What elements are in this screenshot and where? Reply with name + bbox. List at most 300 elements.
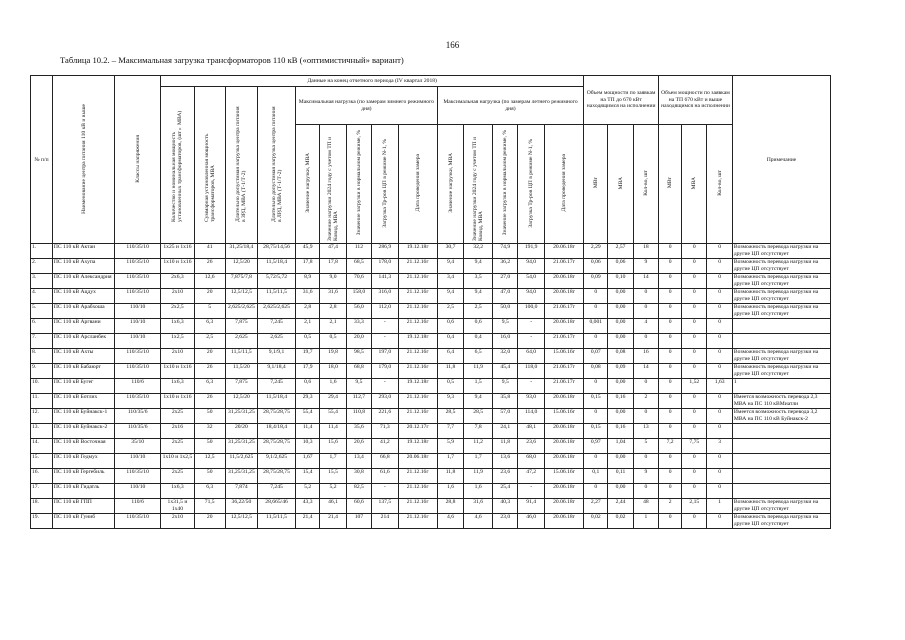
table-cell: 0 bbox=[659, 259, 682, 274]
table-row bbox=[31, 379, 831, 394]
table-row bbox=[31, 334, 831, 349]
table-cell: 0 bbox=[682, 364, 707, 379]
table-cell: 21.12.16г bbox=[398, 484, 437, 499]
table-cell: 1 bbox=[707, 499, 732, 514]
table-cell: 0,4 bbox=[464, 334, 493, 349]
table-cell: 0,001 bbox=[584, 319, 608, 334]
table-cell: 2,15 bbox=[682, 499, 707, 514]
table-cell: 2х25 bbox=[161, 439, 194, 454]
table-cell: 20/20 bbox=[225, 424, 257, 439]
table-cell: 35,6 bbox=[346, 424, 371, 439]
table-cell: 19.12.18г bbox=[398, 439, 437, 454]
table-cell bbox=[732, 319, 830, 334]
table-cell: 21.06.17г bbox=[544, 364, 583, 379]
table-cell: 25,4 bbox=[493, 484, 518, 499]
table-cell: 0 bbox=[707, 394, 732, 409]
table-cell: 21.12.16г bbox=[398, 319, 437, 334]
table-cell: 40,3 bbox=[493, 499, 518, 514]
table-row bbox=[31, 274, 831, 289]
table-cell: 31,25/31,25 bbox=[225, 439, 257, 454]
table-cell: 7,8 bbox=[464, 424, 493, 439]
table-cell: 21.12.16г bbox=[398, 514, 437, 529]
table-cell: 11,5/18,4 bbox=[258, 394, 296, 409]
table-cell: 20 bbox=[194, 289, 225, 304]
header-class: Классы напряжения bbox=[115, 76, 161, 244]
table-cell: 0 bbox=[584, 409, 608, 424]
table-cell: 12,5 bbox=[194, 454, 225, 469]
table-cell: 82,5 bbox=[346, 484, 371, 499]
header-col-9: Значение нагрузки, МВА bbox=[437, 125, 464, 244]
table-cell: 179,0 bbox=[372, 364, 399, 379]
table-cell: 2,8 bbox=[296, 304, 320, 319]
table-cell: 2 bbox=[659, 499, 682, 514]
table-cell: 12,5/20 bbox=[225, 259, 257, 274]
table-cell: 27,0 bbox=[493, 274, 518, 289]
table-cell: 50 bbox=[194, 409, 225, 424]
table-cell: 0 bbox=[707, 424, 732, 439]
table-cell: 1,67 bbox=[296, 454, 320, 469]
table-cell: 0 bbox=[682, 394, 707, 409]
table-cell: 0,00 bbox=[608, 484, 633, 499]
table-cell: 74,9 bbox=[493, 244, 518, 259]
table-cell: 1х2,5 bbox=[161, 334, 194, 349]
table-cell: 46,0 bbox=[518, 514, 545, 529]
header-col-8: Дата проведения замера bbox=[398, 125, 437, 244]
table-cell: 12,6 bbox=[194, 274, 225, 289]
table-cell: 0 bbox=[584, 454, 608, 469]
header-col-17: МВт bbox=[659, 125, 682, 244]
table-cell: 0 bbox=[633, 289, 658, 304]
table-cell: 6,5 bbox=[464, 349, 493, 364]
table-cell: 17. bbox=[31, 484, 53, 499]
table-cell: 5 bbox=[194, 304, 225, 319]
table-cell: 56,0 bbox=[346, 304, 371, 319]
table-cell: 30,8 bbox=[346, 469, 371, 484]
table-cell: 20 bbox=[194, 514, 225, 529]
table-cell: 214 bbox=[372, 514, 399, 529]
table-cell: 13,6 bbox=[493, 454, 518, 469]
table-cell: 0,00 bbox=[608, 454, 633, 469]
table-cell: 0 bbox=[707, 364, 732, 379]
table-row bbox=[31, 409, 831, 424]
table-cell: 4. bbox=[31, 289, 53, 304]
table-cell: 0 bbox=[707, 469, 732, 484]
table-cell: 20.06.18г bbox=[398, 454, 437, 469]
table-cell: 12,5/12,5 bbox=[225, 514, 257, 529]
table-cell: 0,07 bbox=[584, 349, 608, 364]
table-cell: 35/10 bbox=[115, 439, 161, 454]
table-cell: 0 bbox=[682, 304, 707, 319]
table-cell: 20 bbox=[194, 349, 225, 364]
header-name: Наименование центра питания 110 кВ и выше bbox=[52, 76, 114, 244]
table-cell: 31,6 bbox=[320, 289, 347, 304]
table-cell: Возможность перевода нагрузки на другие ЦП отсутствует bbox=[732, 274, 830, 289]
table-cell: 110/6 bbox=[115, 499, 161, 514]
table-cell: 0 bbox=[584, 304, 608, 319]
table-cell: 0,02 bbox=[608, 514, 633, 529]
table-cell: 2,5 bbox=[437, 304, 464, 319]
table-cell: 112,0 bbox=[372, 304, 399, 319]
table-cell: 26 bbox=[194, 364, 225, 379]
table-cell: 110/35/10 bbox=[115, 394, 161, 409]
table-cell: 286,9 bbox=[372, 244, 399, 259]
table-cell: 0,00 bbox=[608, 409, 633, 424]
table-cell: 18,4/18,4 bbox=[258, 424, 296, 439]
table-cell: 1,7 bbox=[320, 454, 347, 469]
table-body bbox=[31, 244, 831, 529]
table-cell: ПС 110 кВ Аргвани bbox=[52, 319, 114, 334]
table-cell: 7,245 bbox=[258, 484, 296, 499]
table-cell bbox=[732, 469, 830, 484]
table-cell: 32,2 bbox=[464, 244, 493, 259]
table-cell: 0 bbox=[707, 514, 732, 529]
table-cell: 0 bbox=[682, 454, 707, 469]
table-cell: 9 bbox=[633, 469, 658, 484]
table-cell: 13. bbox=[31, 424, 53, 439]
table-cell: 54,0 bbox=[518, 274, 545, 289]
table-cell: 8. bbox=[31, 349, 53, 364]
table-cell: 6,3 bbox=[194, 379, 225, 394]
table-cell: 20.06.18г bbox=[544, 454, 583, 469]
table-cell: 33,3 bbox=[346, 319, 371, 334]
table-cell: 3. bbox=[31, 274, 53, 289]
table-cell: 36,22/50 bbox=[225, 499, 257, 514]
table-cell: 4,6 bbox=[464, 514, 493, 529]
header-col-1: Суммарная установленная мощность трансформаторов, МВА bbox=[194, 87, 225, 244]
table-cell: 11,9 bbox=[464, 469, 493, 484]
table-cell: 21,4 bbox=[296, 514, 320, 529]
table-cell: 1х25 и 1х16 bbox=[161, 244, 194, 259]
table-cell: Возможность перевода нагрузки на другие ЦП отсутствует bbox=[732, 244, 830, 259]
table-cell: 0 bbox=[707, 319, 732, 334]
table-cell: 28,5 bbox=[464, 409, 493, 424]
table-cell: 197,0 bbox=[372, 349, 399, 364]
table-cell: 1,04 bbox=[608, 439, 633, 454]
table-cell: 6,4 bbox=[437, 349, 464, 364]
table-cell: - bbox=[518, 484, 545, 499]
table-cell: 43,3 bbox=[296, 499, 320, 514]
table-cell: 0 bbox=[659, 304, 682, 319]
table-cell: Возможность перевода нагрузки на другие ЦП отсутствует bbox=[732, 364, 830, 379]
table-cell: 21.12.16г bbox=[398, 289, 437, 304]
table-cell: 5,72/5,72 bbox=[258, 274, 296, 289]
table-cell: 6. bbox=[31, 319, 53, 334]
table-cell: 110/10 bbox=[115, 334, 161, 349]
table-cell: 11,9 bbox=[464, 364, 493, 379]
table-cell: 110/35/10 bbox=[115, 469, 161, 484]
table-cell: 141,3 bbox=[372, 274, 399, 289]
table-cell: 110/35/10 bbox=[115, 364, 161, 379]
table-cell: 7,875/7,8 bbox=[225, 274, 257, 289]
table-cell: 31,6 bbox=[464, 499, 493, 514]
table-cell: 0,00 bbox=[608, 289, 633, 304]
table-cell: 9,1/9,1 bbox=[258, 349, 296, 364]
table-cell: 7,2 bbox=[659, 439, 682, 454]
table-cell: 9,1/2,625 bbox=[258, 454, 296, 469]
table-cell: 20.06.18г bbox=[544, 514, 583, 529]
table-cell: 9,5 bbox=[493, 379, 518, 394]
table-cell: 2,625/2,625 bbox=[258, 304, 296, 319]
table-row bbox=[31, 319, 831, 334]
table-cell: 21,4 bbox=[320, 514, 347, 529]
table-cell: 29,4 bbox=[320, 394, 347, 409]
table-cell: 7,875 bbox=[225, 319, 257, 334]
table-cell: 2х2,5 bbox=[161, 304, 194, 319]
table-cell: 1х10 и 1х16 bbox=[161, 394, 194, 409]
table-cell: 0 bbox=[584, 289, 608, 304]
table-cell: 60,6 bbox=[346, 499, 371, 514]
table-cell: 21.12.16г bbox=[398, 409, 437, 424]
table-cell: 16 bbox=[633, 349, 658, 364]
table-cell: 5. bbox=[31, 304, 53, 319]
table-cell: 1х6,3 bbox=[161, 484, 194, 499]
table-cell: ПС 110 кВ Актаи bbox=[52, 244, 114, 259]
table-cell: 19,7 bbox=[296, 349, 320, 364]
table-cell: 0,5 bbox=[320, 334, 347, 349]
table-cell: ПС 110 кВ Ацдух bbox=[52, 289, 114, 304]
table-cell: 12,5/20 bbox=[225, 394, 257, 409]
table-cell: 0,08 bbox=[584, 364, 608, 379]
table-cell: 7,75 bbox=[682, 439, 707, 454]
table-cell: ПС 110 кВ Александрия bbox=[52, 274, 114, 289]
table-cell: 0 bbox=[682, 259, 707, 274]
table-cell: 9,1/18,4 bbox=[258, 364, 296, 379]
table-cell: 5,9 bbox=[437, 439, 464, 454]
table-cell: 0 bbox=[659, 319, 682, 334]
table-cell: 7,245 bbox=[258, 319, 296, 334]
table-cell: 16,0 bbox=[493, 334, 518, 349]
table-cell: 110/6 bbox=[115, 379, 161, 394]
table-cell: 107 bbox=[346, 514, 371, 529]
table-cell: 20.06.18г bbox=[544, 289, 583, 304]
table-cell: 1,7 bbox=[437, 454, 464, 469]
table-cell: 47,4 bbox=[320, 244, 347, 259]
table-cell: 112 bbox=[346, 244, 371, 259]
table-cell: 2,57 bbox=[608, 244, 633, 259]
table-cell: 20.06.18г bbox=[544, 484, 583, 499]
table-cell: - bbox=[372, 319, 399, 334]
table-cell: 11,5/11,5 bbox=[258, 289, 296, 304]
table-row bbox=[31, 454, 831, 469]
table-cell: 20.12.17г bbox=[398, 424, 437, 439]
table-cell: 0 bbox=[659, 394, 682, 409]
table-row bbox=[31, 484, 831, 499]
table-cell: 50 bbox=[194, 469, 225, 484]
table-cell: ПС 110 кВ Буйнакск-2 bbox=[52, 424, 114, 439]
table-cell: ПС 110 кВ Восточная bbox=[52, 439, 114, 454]
header-group-summer: Максимальная нагрузка (по замерам летнего режимного дня) bbox=[437, 87, 583, 125]
table-cell: ПС 110 кВ Гидатль bbox=[52, 484, 114, 499]
table-cell: 0,00 bbox=[608, 319, 633, 334]
table-cell: 11,8 bbox=[437, 469, 464, 484]
table-row bbox=[31, 499, 831, 514]
table-cell: 21.12.16г bbox=[398, 364, 437, 379]
table-cell: 0,6 bbox=[296, 379, 320, 394]
table-cell: 0 bbox=[707, 349, 732, 364]
table-cell: 1,6 bbox=[464, 484, 493, 499]
table-cell: 110,8 bbox=[346, 409, 371, 424]
table-cell: 2. bbox=[31, 259, 53, 274]
table-cell: 21.12.16г bbox=[398, 499, 437, 514]
table-cell: 9,4 bbox=[464, 259, 493, 274]
header-col-5: Значение нагрузки 2024 году с учетом ТП и Ковид, МВА bbox=[320, 125, 347, 244]
table-cell: 64,0 bbox=[518, 349, 545, 364]
table-cell: 0 bbox=[633, 454, 658, 469]
table-cell: 41,2 bbox=[372, 439, 399, 454]
table-cell: 0,5 bbox=[296, 334, 320, 349]
table-cell: 21.06.17г bbox=[544, 334, 583, 349]
header-group-data: Данные на конец отчетного периода (IV квартал 2018) bbox=[161, 76, 584, 87]
table-cell: 15,5 bbox=[320, 469, 347, 484]
table-cell: 1. bbox=[31, 244, 53, 259]
table-cell: 0,00 bbox=[608, 379, 633, 394]
table-cell: 26 bbox=[194, 259, 225, 274]
header-num: № п/п bbox=[31, 76, 53, 244]
table-cell: 10. bbox=[31, 379, 53, 394]
table-cell: 0 bbox=[633, 334, 658, 349]
table-cell: 50,0 bbox=[493, 304, 518, 319]
table-cell: 13 bbox=[633, 424, 658, 439]
table-cell: 0 bbox=[682, 514, 707, 529]
table-cell: 10,3 bbox=[296, 439, 320, 454]
table-cell: 23,0 bbox=[493, 514, 518, 529]
table-cell: 12,5/12,5 bbox=[225, 289, 257, 304]
table-cell: 6,3 bbox=[194, 484, 225, 499]
table-cell: 0,5 bbox=[437, 379, 464, 394]
table-cell: 1,5 bbox=[464, 379, 493, 394]
table-row bbox=[31, 259, 831, 274]
table-cell: 19.12.18г bbox=[398, 334, 437, 349]
table-cell: 221,6 bbox=[372, 409, 399, 424]
table-cell: ПС 110 кВ Ахупа bbox=[52, 259, 114, 274]
table-cell: 9,4 bbox=[437, 259, 464, 274]
table-cell: 112,7 bbox=[346, 394, 371, 409]
table-cell: 3,4 bbox=[437, 274, 464, 289]
table-cell: 0 bbox=[682, 409, 707, 424]
table-cell: 19.12.18г bbox=[398, 244, 437, 259]
table-cell: 15.06.16г bbox=[544, 469, 583, 484]
table-cell: 18 bbox=[633, 244, 658, 259]
table-cell: 28,75/28,75 bbox=[258, 469, 296, 484]
header-col-6: Значение загрузки в нормальном режиме, % bbox=[346, 125, 371, 244]
table-cell: 68,8 bbox=[346, 364, 371, 379]
table-cell: 21.06.17г bbox=[544, 259, 583, 274]
table-cell: 1х10 и 1х16 bbox=[161, 364, 194, 379]
table-cell: 9,0 bbox=[320, 274, 347, 289]
table-cell: 0 bbox=[659, 349, 682, 364]
table-cell: 45,4 bbox=[493, 364, 518, 379]
table-cell: 0 bbox=[707, 244, 732, 259]
table-cell: 0 bbox=[659, 514, 682, 529]
table-cell: 20.06.18г bbox=[544, 244, 583, 259]
table-cell: 0 bbox=[584, 379, 608, 394]
table-cell: 0 bbox=[707, 484, 732, 499]
table-cell: 15.06.16г bbox=[544, 409, 583, 424]
table-cell: 0 bbox=[682, 274, 707, 289]
table-cell: 47,2 bbox=[518, 469, 545, 484]
table-cell: 9,4 bbox=[464, 289, 493, 304]
table-cell: 17,8 bbox=[320, 259, 347, 274]
header-col-0: Количество и номинальная мощность установленных трансформаторов, (шт×МВА) bbox=[161, 87, 194, 244]
table-cell: 0 bbox=[584, 334, 608, 349]
table-cell: 31,25/18,4 bbox=[225, 244, 257, 259]
table-cell: 9,5 bbox=[493, 319, 518, 334]
table-cell: 110/10 bbox=[115, 304, 161, 319]
table-cell: 28,75/28,75 bbox=[258, 439, 296, 454]
table-cell: 29,3 bbox=[296, 394, 320, 409]
table-cell: 3,5 bbox=[464, 274, 493, 289]
table-cell: 2х10 bbox=[161, 514, 194, 529]
table-cell: 94,0 bbox=[518, 289, 545, 304]
header-col-18: МВА bbox=[682, 125, 707, 244]
table-cell: 21.12.16г bbox=[398, 394, 437, 409]
table-cell: 68,5 bbox=[346, 259, 371, 274]
table-cell: 11,8 bbox=[493, 439, 518, 454]
table-cell: 0 bbox=[707, 304, 732, 319]
table-cell: 0 bbox=[633, 409, 658, 424]
table-cell: 94,0 bbox=[518, 259, 545, 274]
table-cell: 118,0 bbox=[518, 364, 545, 379]
table-cell: 17,8 bbox=[296, 259, 320, 274]
header-col-2: Длительно допустимая нагрузка центра питания в ЗРД, МВА (Т-1/Т-2) bbox=[225, 87, 257, 244]
table-cell: 4 bbox=[633, 319, 658, 334]
table-cell: 0 bbox=[682, 469, 707, 484]
table-cell: 0,11 bbox=[608, 469, 633, 484]
table-cell: 0,1 bbox=[584, 469, 608, 484]
table-cell: 24,1 bbox=[493, 424, 518, 439]
table-cell: 21.12.16г bbox=[398, 259, 437, 274]
table-cell: 21.12.16г bbox=[398, 469, 437, 484]
table-cell: 110/10 bbox=[115, 454, 161, 469]
table-cell: 0,15 bbox=[584, 394, 608, 409]
table-cell: 114,0 bbox=[518, 409, 545, 424]
table-cell: 1,7 bbox=[464, 454, 493, 469]
table-cell: 9,5 bbox=[346, 379, 371, 394]
table-cell: 4,6 bbox=[437, 514, 464, 529]
table-cell: 11,5/2,625 bbox=[225, 454, 257, 469]
table-cell: Возможность перевода нагрузки на другие ЦП отсутствует bbox=[732, 304, 830, 319]
table-cell: 55,4 bbox=[320, 409, 347, 424]
table-cell: 0 bbox=[659, 454, 682, 469]
table-cell bbox=[732, 334, 830, 349]
table-cell: 0,00 bbox=[608, 304, 633, 319]
table-cell: 0,06 bbox=[584, 259, 608, 274]
table-cell: 2х25 bbox=[161, 469, 194, 484]
table-cell: 0,6 bbox=[437, 319, 464, 334]
table-cell: 0,6 bbox=[464, 319, 493, 334]
table-cell: 91,4 bbox=[518, 499, 545, 514]
table-cell: 0 bbox=[682, 349, 707, 364]
table-cell: 50 bbox=[194, 439, 225, 454]
table-cell: 48 bbox=[633, 499, 658, 514]
table-cell: Имеется возможность перевода 3,2 МВА на ПС 110 кВ Буйнакск-2 bbox=[732, 409, 830, 424]
table-cell: 0 bbox=[682, 334, 707, 349]
table-cell: ПС 110 кВ Арсланбек bbox=[52, 334, 114, 349]
table-row bbox=[31, 469, 831, 484]
header-col-15: МВА bbox=[608, 125, 633, 244]
table-cell: 0 bbox=[682, 484, 707, 499]
table-cell: 20,6 bbox=[346, 439, 371, 454]
table-cell: Имеется возможность перевода 2,3 МВА на ПС 110 кВМиатли bbox=[732, 394, 830, 409]
table-row bbox=[31, 244, 831, 259]
table-cell: - bbox=[518, 379, 545, 394]
table-cell: 9,4 bbox=[464, 394, 493, 409]
table-cell: 21.06.17г bbox=[544, 379, 583, 394]
table-cell: 0 bbox=[707, 289, 732, 304]
table-cell: 15. bbox=[31, 454, 53, 469]
table-cell: 15,4 bbox=[296, 469, 320, 484]
table-cell: - bbox=[372, 484, 399, 499]
